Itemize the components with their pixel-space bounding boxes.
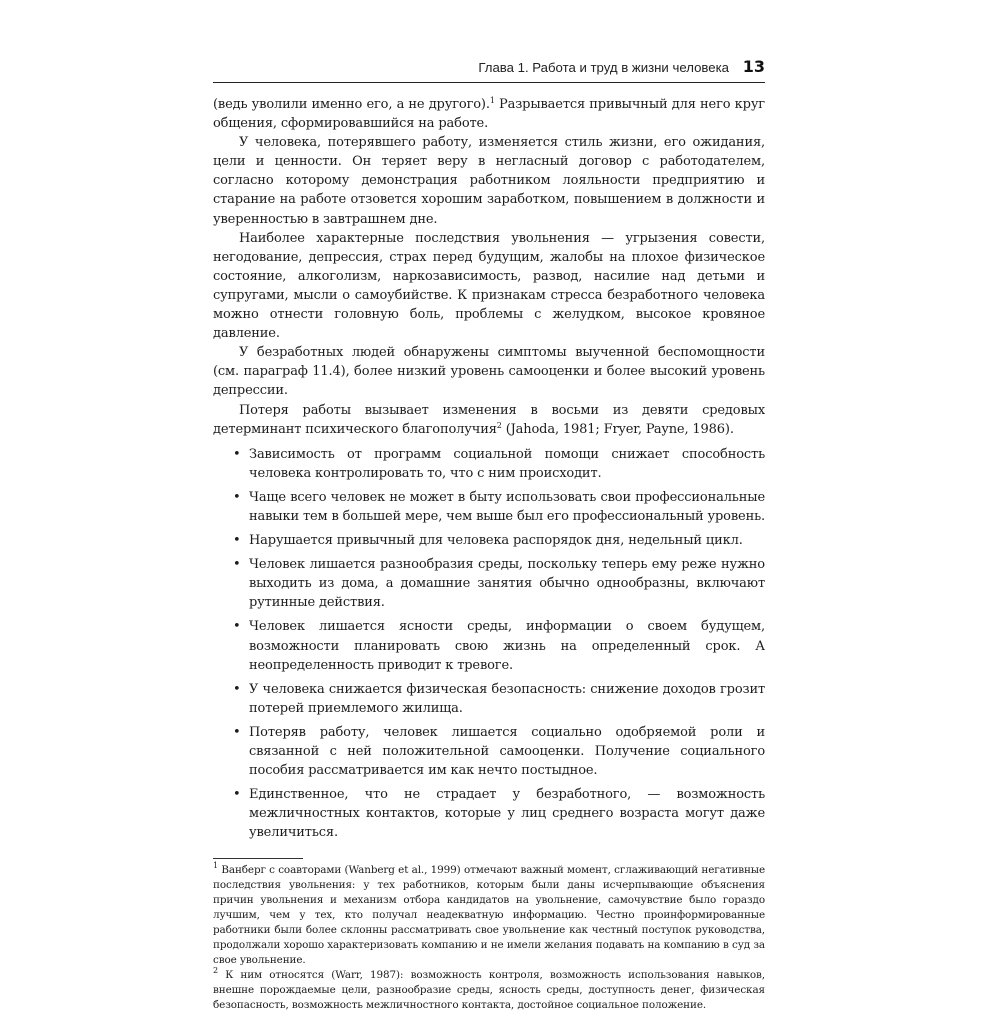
main-text: [213, 95, 765, 842]
paragraph-5-part-b: (Jahoda, 1981; Fryer, Payne, 1986).: [501, 421, 734, 437]
list-item: [213, 617, 765, 674]
list-item-text: Единственное, что не страдает у безработного, — возможность межличностных контактов, которые у лиц среднего возраста могут даже увеличиться.: [249, 787, 765, 841]
bullet-icon: •: [233, 489, 241, 505]
list-item: [213, 680, 765, 718]
paragraph-5: [213, 401, 765, 439]
paragraph-3: Наиболее характерные последствия увольнения — угрызения совести, негодование, депрессия, страх перед будущим, жалобы на плохое физическое состояние, алкоголизм, наркозависимость, развод, насилие над детьми и супругами, мысли о самоубийстве. К признакам стресса безработного человека можно отнести головную боль, проблемы с желудком, высокое кровяное давление.: [213, 230, 765, 342]
bullet-icon: •: [233, 724, 241, 740]
footnote-1-text: Ванберг с соавторами (Wanberg et al., 1999) отмечают важный момент, сглаживающий негативные последствия увольнения: у тех работников, которым были даны исчерпывающие объяснения причин увольнения и механизм отбора кандидатов на увольнение, самочувствие было гораздо лучшим, чем у тех, кто получал неадекватную информацию. Честно проинформированные работники были более склонны рассматривать свое увольнение как честный поступок руководства, продолжали хорошо характеризовать компанию и не имели желания подавать на компанию в суд за свое увольнение.: [213, 864, 765, 967]
footnote-ref-2: 2: [496, 420, 502, 430]
paragraph-1: [213, 95, 765, 133]
footnote-divider: [213, 858, 303, 859]
bullet-icon: •: [233, 557, 241, 573]
paragraph-5-part-a: Потеря работы вызывает изменения в восьми из девяти средовых детерминант психического благополучия: [213, 402, 765, 437]
list-item: [213, 723, 765, 780]
bullet-icon: •: [233, 787, 241, 803]
paragraph-1-part-b: Разрывается привычный для него круг общения, сформировавшийся на работе.: [213, 97, 765, 132]
footnote-marker-1: 1: [213, 861, 218, 871]
list-item: [213, 785, 765, 842]
running-header: [213, 52, 765, 83]
paragraph-1-part-a: (ведь уволили именно его, а не другого).: [213, 97, 490, 112]
list-item: [213, 488, 765, 526]
list-item-text: Потеряв работу, человек лишается социально одобряемой роли и связанной с ней положительной самооценки. Получение социального пособия рассматривается им как нечто постыдное.: [249, 724, 765, 779]
list-item-text: Нарушается привычный для человека распорядок дня, недельный цикл.: [249, 533, 743, 549]
footnote-marker-2: 2: [213, 966, 218, 976]
list-item-text: У человека снижается физическая безопасность: снижение доходов грозит потерей приемлемого жилища.: [249, 681, 765, 716]
list-item-text: Чаще всего человек не может в быту использовать свои профессиональные навыки тем в большей мере, чем выше был его профессиональный уровень.: [249, 489, 765, 524]
paragraph-4: У безработных людей обнаружены симптомы выученной беспомощности (см. параграф 11.4), более низкий уровень самооценки и более высокий уровень депрессии.: [213, 345, 765, 399]
bullet-icon: •: [233, 533, 241, 549]
list-item: [213, 445, 765, 483]
bullet-icon: •: [233, 619, 241, 635]
list-item-text: Человек лишается ясности среды, информации о своем будущем, возможности планировать свою жизнь на определенный срок. А неопределенность приводит к тревоге.: [249, 619, 765, 673]
bullet-icon: •: [233, 681, 241, 697]
page-number: 13: [742, 57, 765, 76]
footnotes: [213, 863, 765, 1013]
determinants-list: [213, 445, 765, 843]
list-item: [213, 531, 765, 550]
footnote-1: [213, 863, 765, 968]
list-item-text: Зависимость от программ социальной помощи снижает способность человека контролировать то, что с ним происходит.: [249, 446, 765, 481]
list-item-text: Человек лишается разнообразия среды, поскольку теперь ему реже нужно выходить из дома, а домашние занятия обычно однообразны, включают рутинные действия.: [249, 557, 765, 611]
footnote-2: [213, 968, 765, 1013]
footnote-2-text: К ним относятся (Warr, 1987): возможность контроля, возможность использования навыков, внешне порождаемые цели, разнообразие среды, ясность среды, доступность денег, физическая безопасность, возможность межличностного контакта, достойное социальное положение.: [213, 969, 765, 1012]
bullet-icon: •: [233, 446, 241, 462]
list-item: [213, 555, 765, 612]
paragraph-2: У человека, потерявшего работу, изменяется стиль жизни, его ожидания, цели и ценности. Он теряет веру в негласный договор с работодателем, согласно которому демонстрация работником лояльности предприятию и старание на работе отзовется хорошим заработком, повышением в должности и уверенностью в завтрашнем дне.: [213, 135, 765, 227]
book-page: [213, 52, 765, 1013]
chapter-title: Глава 1. Работа и труд в жизни человека: [478, 60, 729, 75]
footnote-ref-1: 1: [489, 96, 495, 105]
